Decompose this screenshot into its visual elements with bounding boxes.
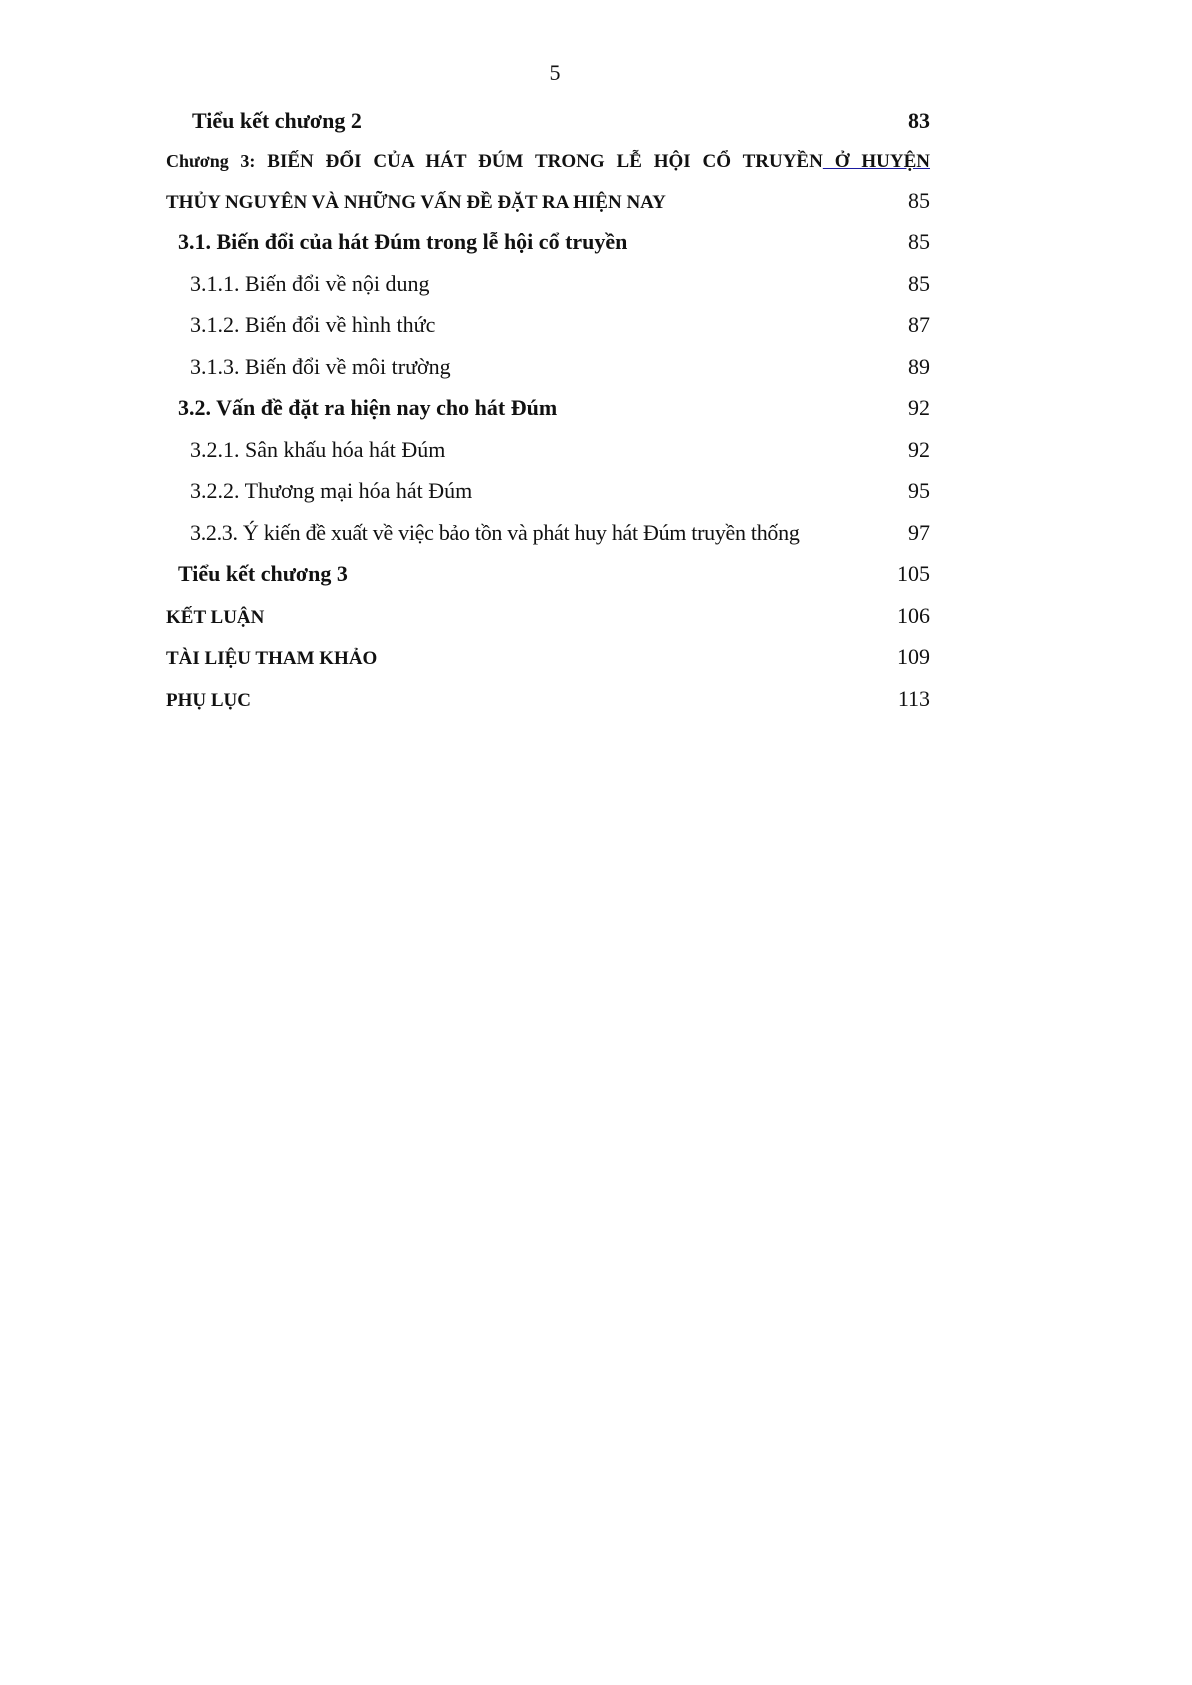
- toc-entry-page: 85: [908, 270, 930, 296]
- toc-entry-label: 3.1.1. Biến đổi về nội dung: [190, 270, 430, 296]
- toc-entry-label: 3.2.1. Sân khấu hóa hát Đúm: [190, 436, 446, 462]
- chapter-prefix: Chương 3:: [166, 150, 256, 171]
- toc-entry-page: 89: [908, 353, 930, 379]
- toc-entry-3-2-1[interactable]: [190, 429, 930, 471]
- toc-entry-label: 3.1. Biến đổi của hát Đúm trong lễ hội cổ truyền: [178, 229, 628, 254]
- toc-entry-3-1[interactable]: [178, 221, 930, 263]
- toc-entry-page: 97: [908, 519, 930, 545]
- toc-entry-page: 83: [908, 108, 930, 133]
- toc-entry-3-2-2[interactable]: [190, 470, 930, 512]
- toc-entry-label: 3.1.3. Biến đổi về môi trường: [190, 353, 451, 379]
- table-of-contents: [166, 100, 930, 719]
- toc-entry-page: 106: [897, 602, 930, 628]
- toc-entry-label: Tiểu kết chương 3: [178, 561, 348, 586]
- toc-entry-label: Tiểu kết chương 2: [192, 108, 362, 133]
- toc-entry-page: 109: [897, 644, 930, 669]
- toc-entry-label: 3.1.2. Biến đổi về hình thức: [190, 312, 436, 337]
- toc-entry-label: 3.2.3. Ý kiến đề xuất về việc bảo tồn và phát huy hát Đúm truyền thống: [190, 519, 800, 545]
- toc-entry-tieu-ket-chuong-3[interactable]: [178, 553, 930, 595]
- toc-entry-tai-lieu-tham-khao[interactable]: [166, 636, 930, 678]
- toc-entry-3-1-3[interactable]: [190, 346, 930, 388]
- toc-entry-label: TÀI LIỆU THAM KHẢO: [166, 648, 378, 669]
- toc-entry-label: THỦY NGUYÊN VÀ NHỮNG VẤN ĐỀ ĐẶT RA HIỆN NAY: [166, 191, 666, 213]
- toc-entry-label: 3.2. Vấn đề đặt ra hiện nay cho hát Đúm: [178, 395, 558, 420]
- toc-entry-phu-luc[interactable]: [166, 678, 930, 720]
- toc-entry-page: 92: [908, 395, 930, 420]
- toc-entry-ket-luan[interactable]: [166, 595, 930, 637]
- toc-entry-3-1-2[interactable]: [190, 304, 930, 346]
- chapter-title-part-2: Ở HUYỆN: [822, 150, 930, 172]
- toc-entry-page: 113: [897, 685, 930, 711]
- toc-entry-page: 95: [908, 478, 930, 503]
- toc-entry-label: PHỤ LỤC: [166, 689, 251, 711]
- chapter-title-part-1: BIẾN ĐỔI CỦA HÁT ĐÚM TRONG LỄ HỘI CỔ TRUYỀN: [255, 150, 823, 172]
- toc-entry-page: 85: [908, 229, 930, 254]
- toc-entry-page: 87: [908, 312, 930, 337]
- toc-chapter-3-heading-line-1[interactable]: [166, 142, 930, 180]
- toc-entry-page: 105: [897, 561, 930, 586]
- toc-entry-3-1-1[interactable]: [190, 263, 930, 305]
- toc-entry-tieu-ket-chuong-2[interactable]: [192, 100, 930, 142]
- toc-chapter-3-heading-line-2[interactable]: [166, 180, 930, 222]
- toc-entry-page: 85: [908, 187, 930, 213]
- toc-entry-3-2-3[interactable]: [190, 512, 930, 554]
- toc-entry-label: KẾT LUẬN: [166, 606, 265, 628]
- toc-entry-3-2[interactable]: [178, 387, 930, 429]
- toc-entry-page: 92: [908, 436, 930, 462]
- toc-entry-label: 3.2.2. Thương mại hóa hát Đúm: [190, 478, 473, 503]
- page-number: 5: [549, 60, 561, 85]
